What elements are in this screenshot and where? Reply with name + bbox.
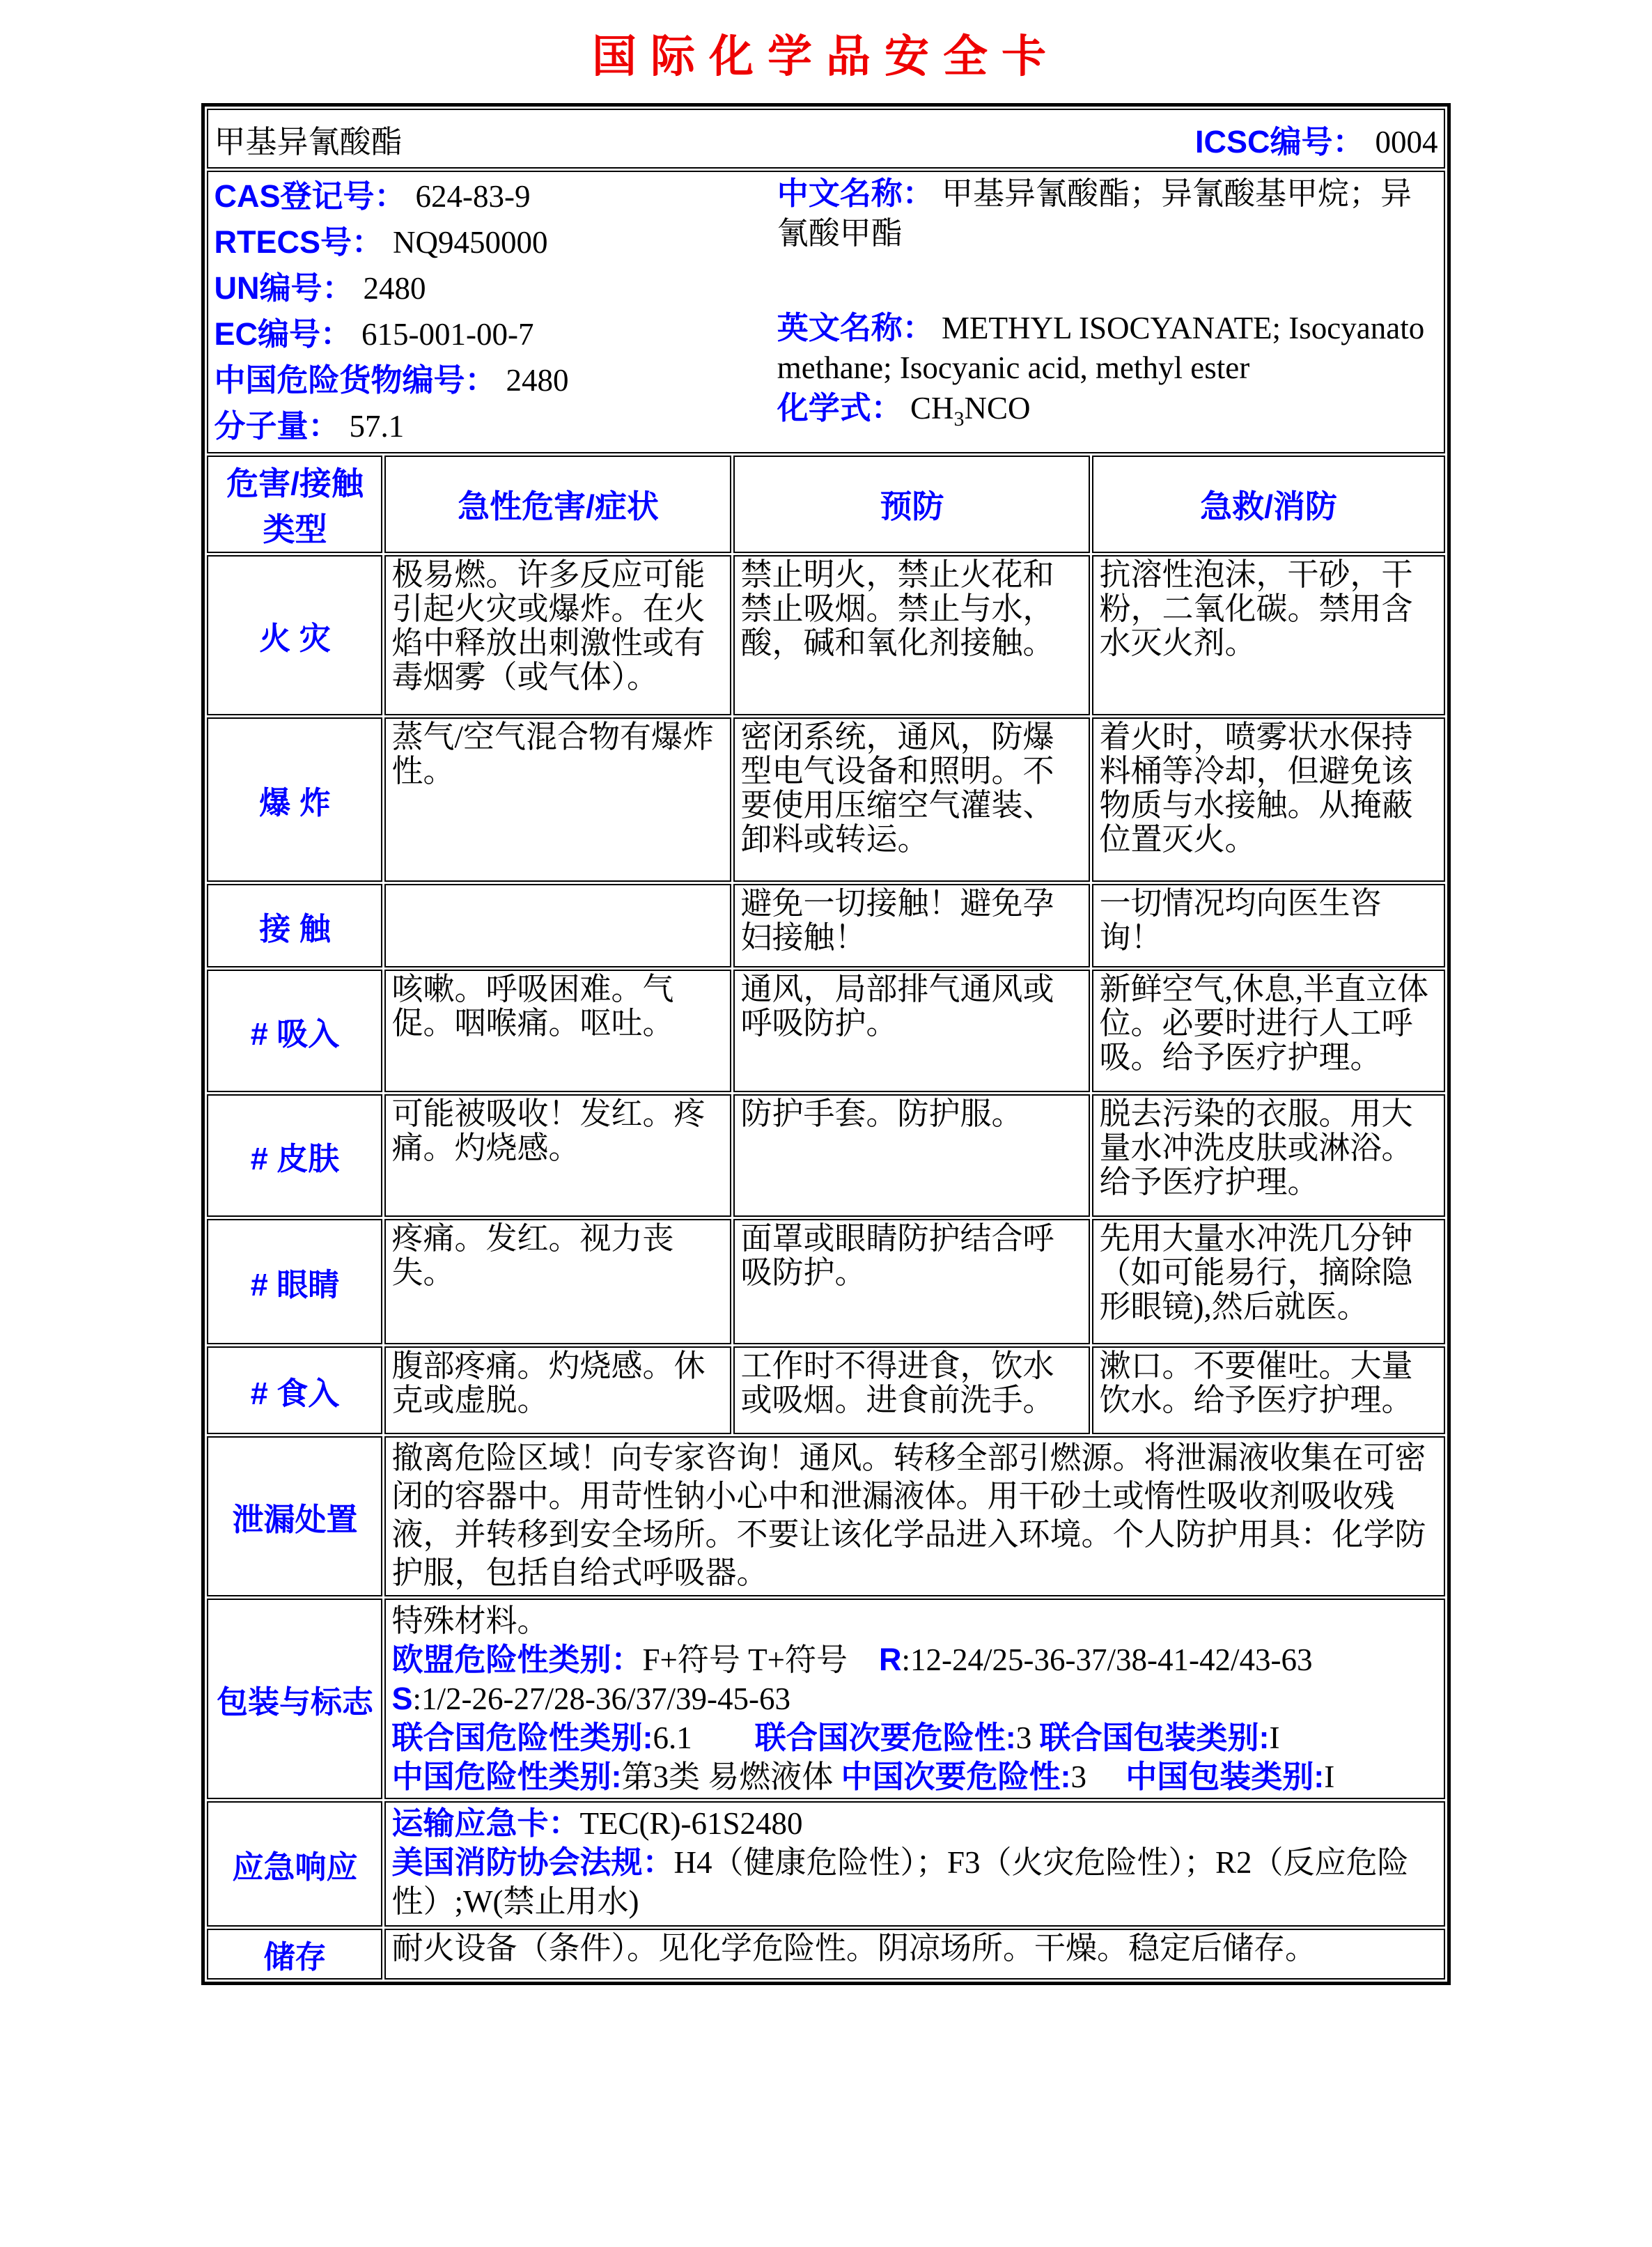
chemical-formula: 化学式： $CH_3NCO$: [777, 390, 1031, 430]
skin-symptoms: 可能被吸收！发红。疼痛。灼烧感。: [384, 1094, 731, 1217]
inhalation-symptoms: 咳嗽。呼吸困难。气促。咽喉痛。呕吐。: [384, 970, 731, 1092]
storage-text: 耐火设备（条件）。见化学危险性。阴凉场所。干燥。稳定后储存。: [384, 1929, 1444, 1980]
identifier-list: [214, 173, 777, 449]
name-row: [207, 109, 1444, 169]
exposure-symptoms: [384, 884, 731, 967]
header-hazard-type: 危害/接触 类型: [207, 456, 382, 553]
row-exposure: [207, 884, 1444, 967]
skin-prevention: 防护手套。防护服。: [733, 1094, 1090, 1217]
emergency-text: 运输应急卡：TEC(R)-61S2480 美国消防协会法规：H4（健康危险性）；F3（火灾危险性）；R2（反应危险性）;W(禁止用水): [384, 1801, 1444, 1927]
packaging-text: 特殊材料。 欧盟危险性类别：F+符号 T+符号 R:12-24/25-36-37/38-41-42/43-63 S:1/2-26-27/28-36/37/39-45-63 联合国危险性类别:6.1 联合国次要危险性:3 联合国包装类别:I 中国危险性类别:第3类 易燃液体 中国次要危险性:3 中国包装类别:I: [384, 1599, 1444, 1799]
inhalation-prevention: 通风，局部排气通风或呼吸防护。: [733, 970, 1090, 1092]
row-explosion: [207, 717, 1444, 882]
icsc-number-value: 0004: [1375, 124, 1438, 160]
ec-number: EC编号： 615-001-00-7: [214, 316, 534, 352]
row-packaging: [207, 1599, 1444, 1799]
eyes-response: 先用大量水冲洗几分钟（如可能易行，摘除隐形眼镜),然后就医。: [1092, 1219, 1444, 1344]
category-explosion: 爆 炸: [207, 717, 382, 882]
category-inhalation: # 吸入: [207, 970, 382, 1092]
category-skin: # 皮肤: [207, 1094, 382, 1217]
category-packaging: 包装与标志: [207, 1599, 382, 1799]
row-spillage: [207, 1436, 1444, 1596]
eyes-symptoms: 疼痛。发红。视力丧失。: [384, 1219, 731, 1344]
ingestion-response: 漱口。不要催吐。大量饮水。给予医疗护理。: [1092, 1346, 1444, 1434]
category-spillage: 泄漏处置: [207, 1436, 382, 1596]
un-number: UN编号： 2480: [214, 270, 426, 306]
explosion-prevention: 密闭系统，通风，防爆型电气设备和照明。不要使用压缩空气灌装、卸料或转运。: [733, 717, 1090, 882]
molecular-weight: 分子量： 57.1: [214, 408, 405, 444]
category-eyes: # 眼睛: [207, 1219, 382, 1344]
fire-symptoms: 极易燃。许多反应可能引起火灾或爆炸。在火焰中释放出刺激性或有毒烟雾（或气体）。: [384, 555, 731, 715]
page-title: 国际化学品安全卡: [592, 31, 1060, 81]
category-fire: 火 灾: [207, 555, 382, 715]
cas-number: CAS登记号： 624-83-9: [214, 178, 531, 214]
header-prevention: 预防: [733, 456, 1090, 553]
icsc-number-label: ICSC编号：: [1195, 123, 1364, 160]
english-name: 英文名称： METHYL ISOCYANATE; Isocyanatomethane; Isocyanic acid, methyl ester: [777, 310, 1425, 385]
spillage-text: 撤离危险区域！向专家咨询！通风。转移全部引燃源。将泄漏液收集在可密闭的容器中。用苛性钠小心中和泄漏液体。用干砂土或惰性吸收剂吸收残液，并转移到安全场所。不要让该化学品进入环境。个人防护用具：化学防护服，包括自给式呼吸器。: [384, 1436, 1444, 1596]
exposure-response: 一切情况均向医生咨询！: [1092, 884, 1444, 967]
product-name: 甲基异氰酸酯: [214, 124, 403, 160]
category-ingestion: # 食入: [207, 1346, 382, 1434]
icsc-number-group: [1195, 116, 1438, 162]
row-emergency: [207, 1801, 1444, 1927]
category-storage: 储存: [207, 1929, 382, 1980]
header-symptoms: 急性危害/症状: [384, 456, 731, 553]
row-fire: [207, 555, 1444, 715]
identifier-row: [207, 171, 1444, 453]
rtecs-number: RTECS号： NQ9450000: [214, 224, 548, 260]
ingestion-prevention: 工作时不得进食，饮水或吸烟。进食前洗手。: [733, 1346, 1090, 1434]
explosion-symptoms: 蒸气/空气混合物有爆炸性。: [384, 717, 731, 882]
fire-response: 抗溶性泡沫，干砂，干粉，二氧化碳。禁用含水灭火剂。: [1092, 555, 1444, 715]
fire-prevention: 禁止明火，禁止火花和禁止吸烟。禁止与水，酸，碱和氧化剂接触。: [733, 555, 1090, 715]
row-eyes: [207, 1219, 1444, 1344]
eyes-prevention: 面罩或眼睛防护结合呼吸防护。: [733, 1219, 1090, 1344]
chinese-name: 中文名称： 甲基异氰酸酯；异氰酸基甲烷；异氰酸甲酯: [777, 176, 1412, 251]
china-dg-number: 中国危险货物编号： 2480: [214, 362, 569, 398]
icsc-card-table: [201, 103, 1450, 1985]
skin-response: 脱去污染的衣服。用大量水冲洗皮肤或淋浴。给予医疗护理。: [1092, 1094, 1444, 1217]
row-storage: [207, 1929, 1444, 1980]
row-inhalation: [207, 970, 1444, 1092]
exposure-prevention: 避免一切接触！避免孕妇接触！: [733, 884, 1090, 967]
header-first-aid: 急救/消防: [1092, 456, 1444, 553]
ingestion-symptoms: 腹部疼痛。灼烧感。休克或虚脱。: [384, 1346, 731, 1434]
row-ingestion: [207, 1346, 1444, 1434]
row-skin: [207, 1094, 1444, 1217]
category-emergency: 应急响应: [207, 1801, 382, 1927]
category-exposure: 接 触: [207, 884, 382, 967]
inhalation-response: 新鲜空气,休息,半直立体位。必要时进行人工呼吸。给予医疗护理。: [1092, 970, 1444, 1092]
explosion-response: 着火时，喷雾状水保持料桶等冷却，但避免该物质与水接触。从掩蔽位置灭火。: [1092, 717, 1444, 882]
names-block: [777, 173, 1438, 449]
hazard-header-row: [207, 456, 1444, 553]
